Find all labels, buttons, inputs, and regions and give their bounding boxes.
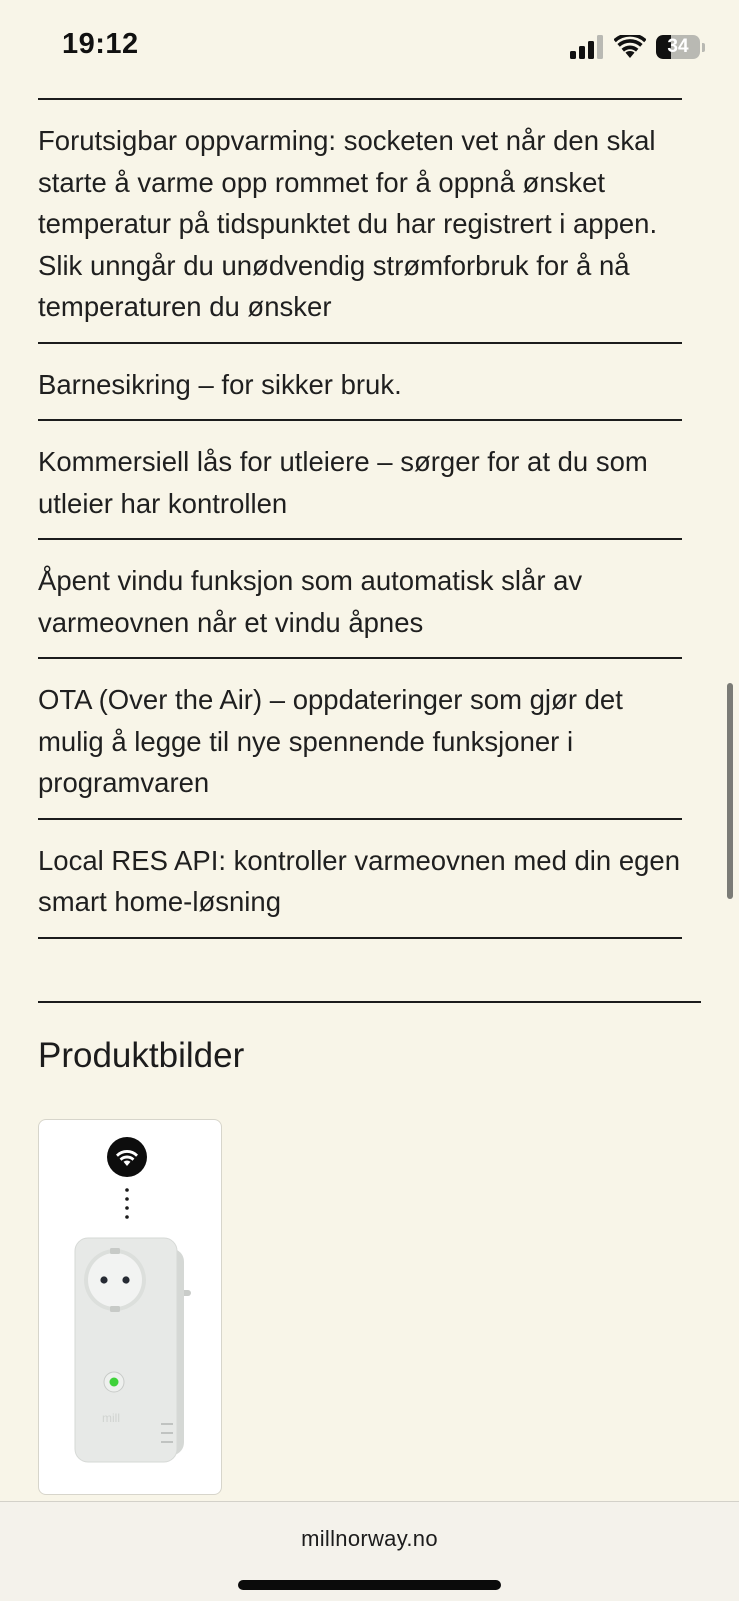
status-bar bbox=[0, 0, 739, 94]
wifi-icon bbox=[614, 35, 646, 59]
status-icons bbox=[570, 32, 705, 62]
battery-icon bbox=[656, 35, 700, 59]
feature-item-local-api: Local RES API: kontroller varmeovnen med din egen smart home-løsning bbox=[38, 820, 682, 939]
scrollbar-thumb[interactable] bbox=[727, 683, 733, 899]
connector-dots bbox=[125, 1188, 129, 1219]
section-divider bbox=[38, 1001, 701, 1003]
feature-item-open-window: Åpent vindu funksjon som automatisk slår av varmeovnen når et vindu åpnes bbox=[38, 540, 682, 659]
smart-socket-product-image bbox=[39, 1120, 222, 1495]
home-indicator[interactable] bbox=[238, 1580, 501, 1590]
cellular-signal-icon bbox=[570, 35, 604, 59]
browser-address-bar[interactable] bbox=[0, 1501, 739, 1601]
device-logo: mill bbox=[102, 1411, 120, 1425]
battery-nub bbox=[702, 43, 705, 52]
feature-item-predictive-heating: Forutsigbar oppvarming: socketen vet når den skal starte å varme opp rommet for å oppnå ønsket temperatur på tidspunktet du har registrert i appen. Slik unngår du unødvendig strømforbruk for å nå temperaturen du ønsker bbox=[38, 100, 682, 344]
feature-item-child-lock: Barnesikring – for sikker bruk. bbox=[38, 344, 682, 422]
feature-item-commercial-lock: Kommersiell lås for utleiere – sørger for at du som utleier har kontrollen bbox=[38, 421, 682, 540]
feature-item-ota-updates: OTA (Over the Air) – oppdateringer som gjør det mulig å legge til nye spennende funksjoner i programvaren bbox=[38, 659, 682, 820]
status-time: 19:12 bbox=[62, 28, 139, 60]
power-button-led bbox=[104, 1372, 124, 1392]
product-image-card[interactable] bbox=[38, 1119, 222, 1495]
wifi-badge-icon bbox=[107, 1137, 147, 1177]
product-images-title: Produktbilder bbox=[38, 1036, 245, 1075]
feature-list bbox=[38, 98, 682, 939]
battery-level: 34 bbox=[667, 36, 689, 57]
url-text[interactable]: millnorway.no bbox=[301, 1526, 438, 1551]
